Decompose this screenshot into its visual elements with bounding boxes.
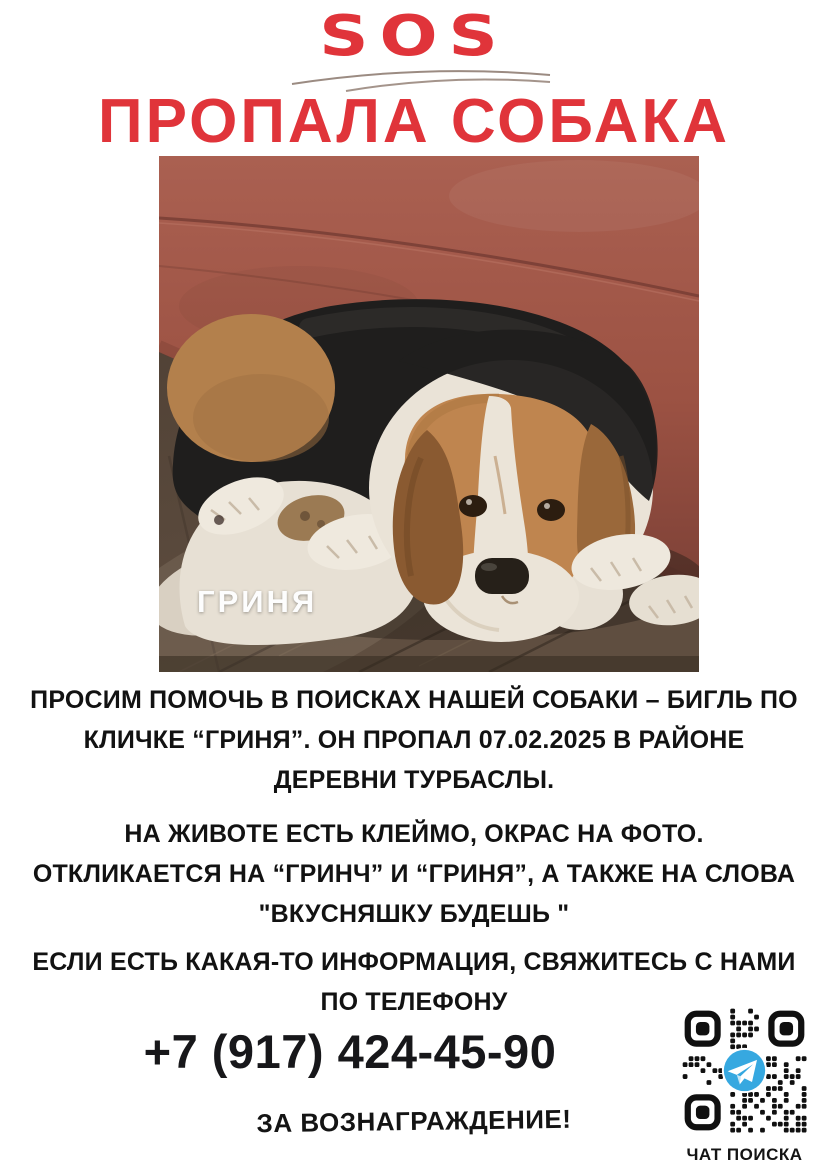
- dog-eye: [459, 495, 487, 517]
- dog-name-overlay: ГРИНЯ: [197, 584, 318, 619]
- text-line: ЕСЛИ ЕСТЬ КАКАЯ-ТО ИНФОРМАЦИЯ, СВЯЖИТЕСЬ С НАМИ: [32, 948, 796, 976]
- dog-eye: [537, 499, 565, 521]
- paragraph-description: [0, 680, 828, 800]
- phone-number: +7 (917) 424-45-90: [143, 1025, 557, 1078]
- qr-label: ЧАТ ПОИСКА: [686, 1145, 803, 1164]
- text-line: ОТКЛИКАЕТСЯ НА “ГРИНЧ” И “ГРИНЯ”, А ТАКЖЕ НА СЛОВА: [32, 860, 796, 888]
- text-line: ДЕРЕВНИ ТУРБАСЛЫ.: [273, 766, 555, 794]
- reward-note: ЗА ВОЗНАГРАЖДЕНИЕ!: [256, 1103, 572, 1139]
- telegram-icon: [722, 1048, 767, 1093]
- text-line: НА ЖИВОТЕ ЕСТЬ КЛЕЙМО, ОКРАС НА ФОТО.: [124, 820, 704, 848]
- sos-heading: SOS: [319, 4, 509, 69]
- poster-title: ПРОПАЛА СОБАКА: [98, 87, 730, 156]
- dog-photo: [159, 156, 699, 672]
- qr-code-block: [682, 1008, 807, 1165]
- dog-nose: [475, 558, 529, 594]
- text-line: ПО ТЕЛЕФОНУ: [320, 988, 508, 1016]
- text-line: ПРОСИМ ПОМОЧЬ В ПОИСКАХ НАШЕЙ СОБАКИ – БИГЛЬ ПО: [30, 686, 798, 714]
- text-line: "ВКУСНЯШКУ БУДЕШЬ ": [258, 900, 570, 928]
- paragraph-identification: [0, 814, 828, 934]
- text-line: КЛИЧКЕ “ГРИНЯ”. ОН ПРОПАЛ 07.02.2025 В РАЙОНЕ: [83, 726, 745, 754]
- qr-code: [682, 1008, 807, 1133]
